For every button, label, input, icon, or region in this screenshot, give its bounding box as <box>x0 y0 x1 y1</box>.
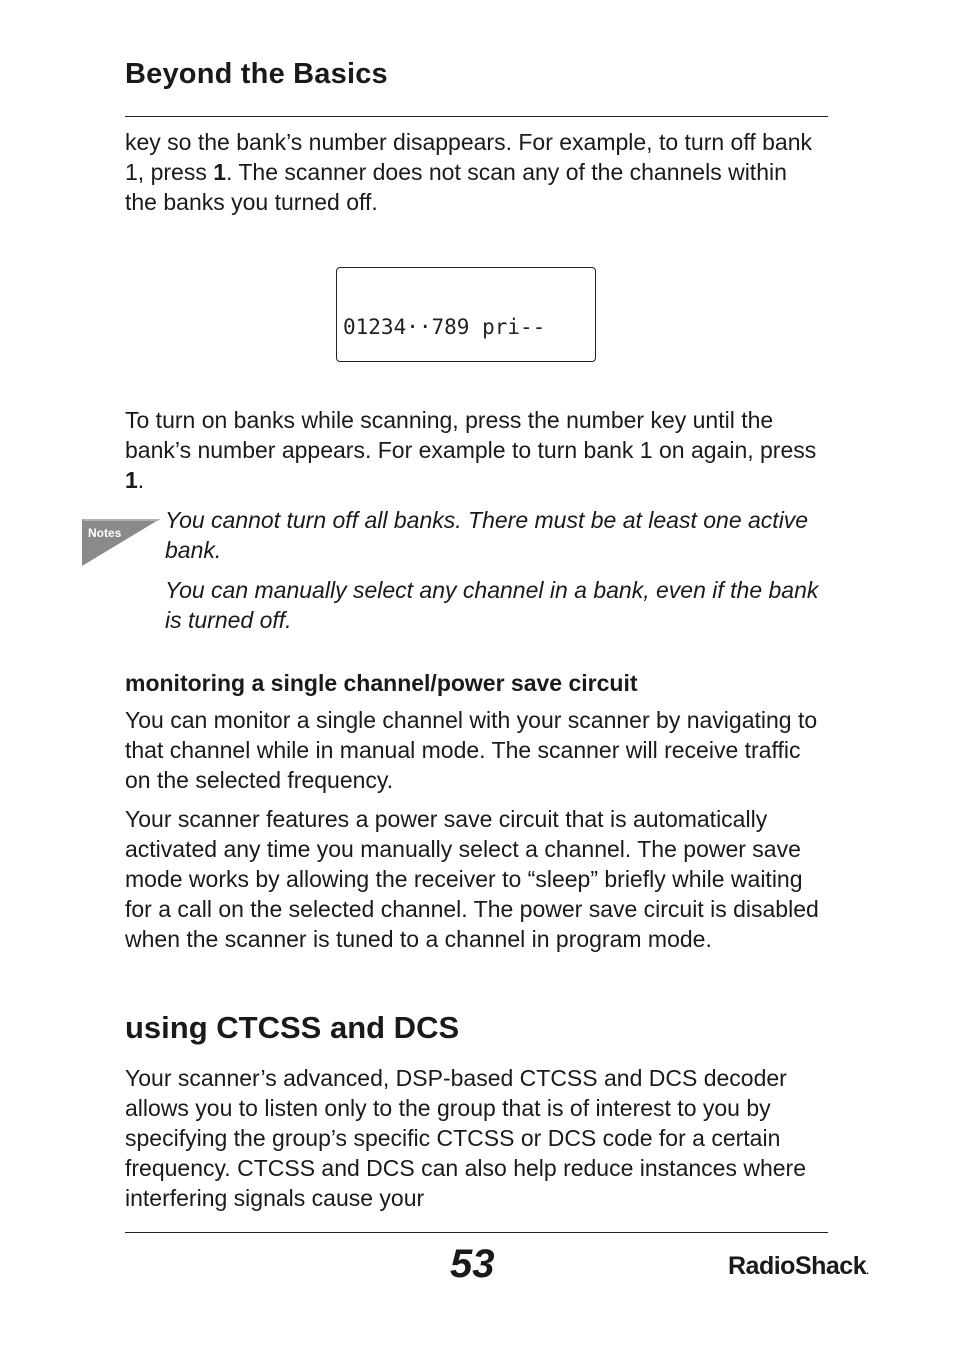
page-number: 53 <box>450 1242 495 1286</box>
monitoring-paragraph: You can monitor a single channel with your scanner by navigating to that channel while in manual mode. The scanner will receive traffic on the selected frequency. <box>125 707 818 793</box>
ctcss-paragraph: Your scanner’s advanced, DSP-based CTCSS and DCS decoder allows you to listen only to the group that is of interest to you by specifying the group’s specific CTCSS or DCS code for a certain frequency. CTCSS and DCS can also help reduce instances where interfering signals cause your <box>125 1065 806 1211</box>
brand-logo: RadioShack. <box>728 1252 869 1280</box>
key-label: 1 <box>213 159 227 185</box>
note-item: You can manually select any channel in a bank, even if the bank is turned off. <box>165 577 819 633</box>
key-label: 1 <box>125 467 138 493</box>
ctcss-heading: using CTCSS and DCS <box>125 1010 460 1045</box>
turn-on-paragraph: To turn on banks while scanning, press the number key until the bank’s number appears. For example to turn bank 1 on again, press 1. <box>125 407 817 493</box>
header-divider <box>125 116 828 117</box>
note-item: You cannot turn off all banks. There must be at least one active bank. <box>165 507 809 563</box>
notes-icon <box>82 515 162 569</box>
page-header-title: Beyond the Basics <box>125 58 388 90</box>
intro-paragraph: key so the bank’s number disappears. For example, to turn off bank 1, press 1. The scanner does not scan any of the channels within the banks you turned off. <box>125 129 812 215</box>
monitoring-heading: monitoring a single channel/power save circuit <box>125 670 638 696</box>
lcd-display <box>336 267 596 362</box>
power-save-paragraph: Your scanner features a power save circuit that is automatically activated any time you manually select a channel. The power save mode works by allowing the receiver to “sleep” briefly while waiting for a call on the selected channel. The power save circuit is disabled when the scanner is tuned to a channel in program mode. <box>125 806 819 952</box>
notes-icon-label: Notes <box>88 526 122 540</box>
brand-mark: . <box>866 1266 869 1277</box>
footer-divider <box>125 1232 828 1233</box>
lcd-line: 01234··789 pri-- <box>343 315 546 339</box>
